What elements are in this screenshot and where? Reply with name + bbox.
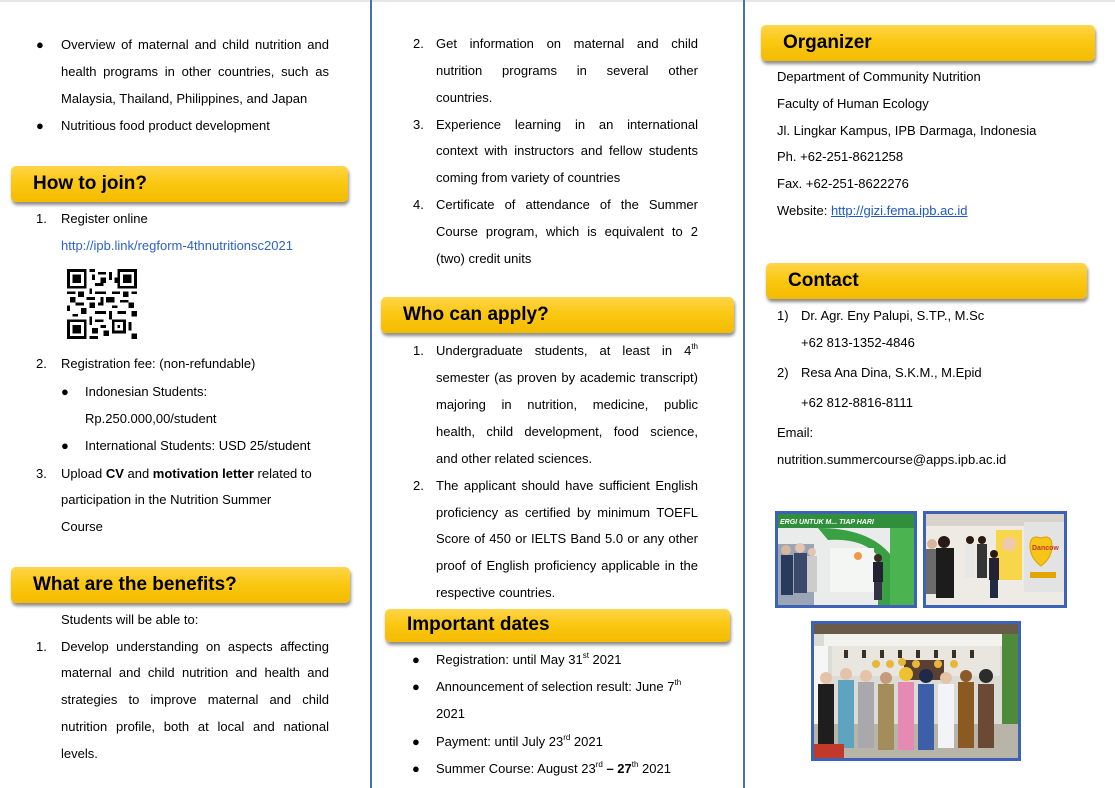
overview-bullet-line: Overview of maternal and child nutrition and [61, 37, 329, 52]
organizer-line: Department of Community Nutrition [777, 69, 981, 84]
upload-documents-step-line: Course [61, 519, 103, 534]
list-number: 4. [413, 197, 424, 212]
benefit-line: Experience learning in an international [436, 117, 698, 132]
benefit-line: levels. [61, 746, 98, 761]
registration-link[interactable]: http://ipb.link/regform-4thnutritionsc2021 [61, 238, 293, 253]
list-number: 2. [36, 356, 47, 371]
bullet-icon: ● [412, 761, 420, 776]
list-number: 3. [36, 466, 47, 481]
section-heading-contact: Contact [766, 263, 1087, 299]
step-register-online: Register online [61, 211, 148, 226]
fee-indonesian-amount: Rp.250.000,00/student [85, 411, 217, 426]
overview-bullet-line: Nutritious food product development [61, 118, 270, 133]
panel-middle [372, 0, 743, 788]
photo-dancow-booth [923, 511, 1067, 608]
section-heading-important-dates: Important dates [385, 609, 730, 642]
list-number: 3. [413, 117, 424, 132]
benefit-line: Get information on maternal and child [436, 36, 698, 51]
eligibility-line: proficiency as certified by minimum TOEFL [436, 505, 698, 520]
benefit-line: maternal and child nutrition and health and [61, 665, 329, 680]
upload-documents-step-line: participation in the Nutrition Summer [61, 492, 272, 507]
section-heading-benefits: What are the benefits? [11, 567, 350, 603]
overview-bullet-line: health programs in other countries, such as [61, 64, 329, 79]
date-summer-course: Summer Course: August 23rd – 27th 2021 [436, 760, 671, 776]
eligibility-line: semester (as proven by academic transcript) [436, 370, 698, 385]
list-number: 2) [777, 365, 789, 380]
eligibility-line: majoring in nutrition, medicine, public [436, 397, 698, 412]
bullet-icon: ● [36, 37, 44, 52]
eligibility-line: The applicant should have sufficient English [436, 478, 698, 493]
contact-name: Resa Ana Dina, S.K.M., M.Epid [801, 365, 982, 380]
fee-indonesian: Indonesian Students: [85, 384, 208, 399]
contact-phone: +62 813-1352-4846 [801, 335, 915, 350]
benefit-line: context with instructors and fellow students [436, 143, 698, 158]
list-number: 1. [413, 343, 424, 358]
benefit-line: coming from variety of countries [436, 170, 621, 185]
section-heading-who-can-apply: Who can apply? [381, 297, 734, 333]
date-announcement: Announcement of selection result: June 7th [436, 678, 682, 694]
contact-phone: +62 812-8816-8111 [801, 395, 913, 410]
svg-text:ERGI UNTUK M... TIAP HARI: ERGI UNTUK M... TIAP HARI [780, 519, 874, 526]
list-number: 1. [36, 211, 47, 226]
eligibility-line: health, child development, food science, [436, 424, 698, 439]
date-announcement-year: 2021 [436, 706, 465, 721]
photo-image [814, 624, 1018, 758]
benefit-line: nutrition profile, both at local and national [61, 719, 329, 734]
eligibility-line: Score of 450 or IELTS Band 5.0 or any other [436, 531, 698, 546]
organizer-line: Faculty of Human Ecology [777, 96, 929, 111]
list-number: 1) [777, 308, 789, 323]
bullet-icon: ● [36, 118, 44, 133]
section-heading-organizer: Organizer [761, 25, 1095, 61]
benefit-line: countries. [436, 90, 493, 105]
date-payment: Payment: until July 23rd 2021 [436, 733, 603, 749]
photo-green-exhibit [775, 511, 917, 608]
eligibility-line: and other related sciences. [436, 451, 593, 466]
contact-email[interactable]: nutrition.summercourse@apps.ipb.ac.id [777, 452, 1007, 467]
registration-fee-label: Registration fee: (non-refundable) [61, 356, 256, 371]
benefit-line: Certificate of attendance of the Summer [436, 197, 698, 212]
benefit-line: nutrition programs in several other [436, 63, 698, 78]
list-number: 2. [413, 36, 424, 51]
fee-international: International Students: USD 25/student [85, 438, 311, 453]
organizer-fax: Fax. +62-251-8622276 [777, 176, 909, 191]
benefit-line: Course program, which is equivalent to 2 [436, 224, 698, 239]
bullet-icon: ● [412, 734, 420, 749]
contact-name: Dr. Agr. Eny Palupi, S.TP., M.Sc [801, 308, 985, 323]
panel-right [745, 0, 1115, 788]
bullet-icon: ● [61, 384, 69, 399]
date-registration: Registration: until May 31st 2021 [436, 651, 622, 667]
website-link[interactable]: http://gizi.fema.ipb.ac.id [830, 203, 968, 218]
organizer-website: Website: http://gizi.fema.ipb.ac.id [777, 203, 968, 218]
section-heading-how-to-join: How to join? [11, 166, 348, 202]
qr-code-icon[interactable] [67, 269, 137, 339]
photo-image [926, 514, 1064, 605]
eligibility-line: proof of English proficiency applicable in the [436, 558, 698, 573]
overview-bullet-line: Malaysia, Thailand, Philippines, and Japan [61, 91, 308, 106]
photo-image [778, 514, 914, 605]
eligibility-line: Undergraduate students, at least in 4th [436, 342, 698, 358]
photo-group [811, 621, 1021, 761]
bullet-icon: ● [412, 652, 420, 667]
eligibility-line: respective countries. [436, 585, 556, 600]
benefits-intro: Students will be able to: [61, 612, 199, 627]
benefit-line: Develop understanding on aspects affecting [61, 639, 329, 654]
upload-documents-step: Upload CV and motivation letter related to [61, 466, 312, 481]
list-number: 2. [413, 478, 424, 493]
organizer-line: Jl. Lingkar Kampus, IPB Darmaga, Indonesia [777, 123, 1037, 138]
list-number: 1. [36, 639, 47, 654]
panel-left [0, 0, 370, 788]
benefit-line: strategies to improve maternal and child [61, 692, 329, 707]
svg-text:Dancow: Dancow [1032, 545, 1059, 552]
benefit-line: (two) credit units [436, 251, 532, 266]
bullet-icon: ● [412, 679, 420, 694]
bullet-icon: ● [61, 438, 69, 453]
organizer-phone: Ph. +62-251-8621258 [777, 149, 904, 164]
email-label: Email: [777, 425, 814, 440]
